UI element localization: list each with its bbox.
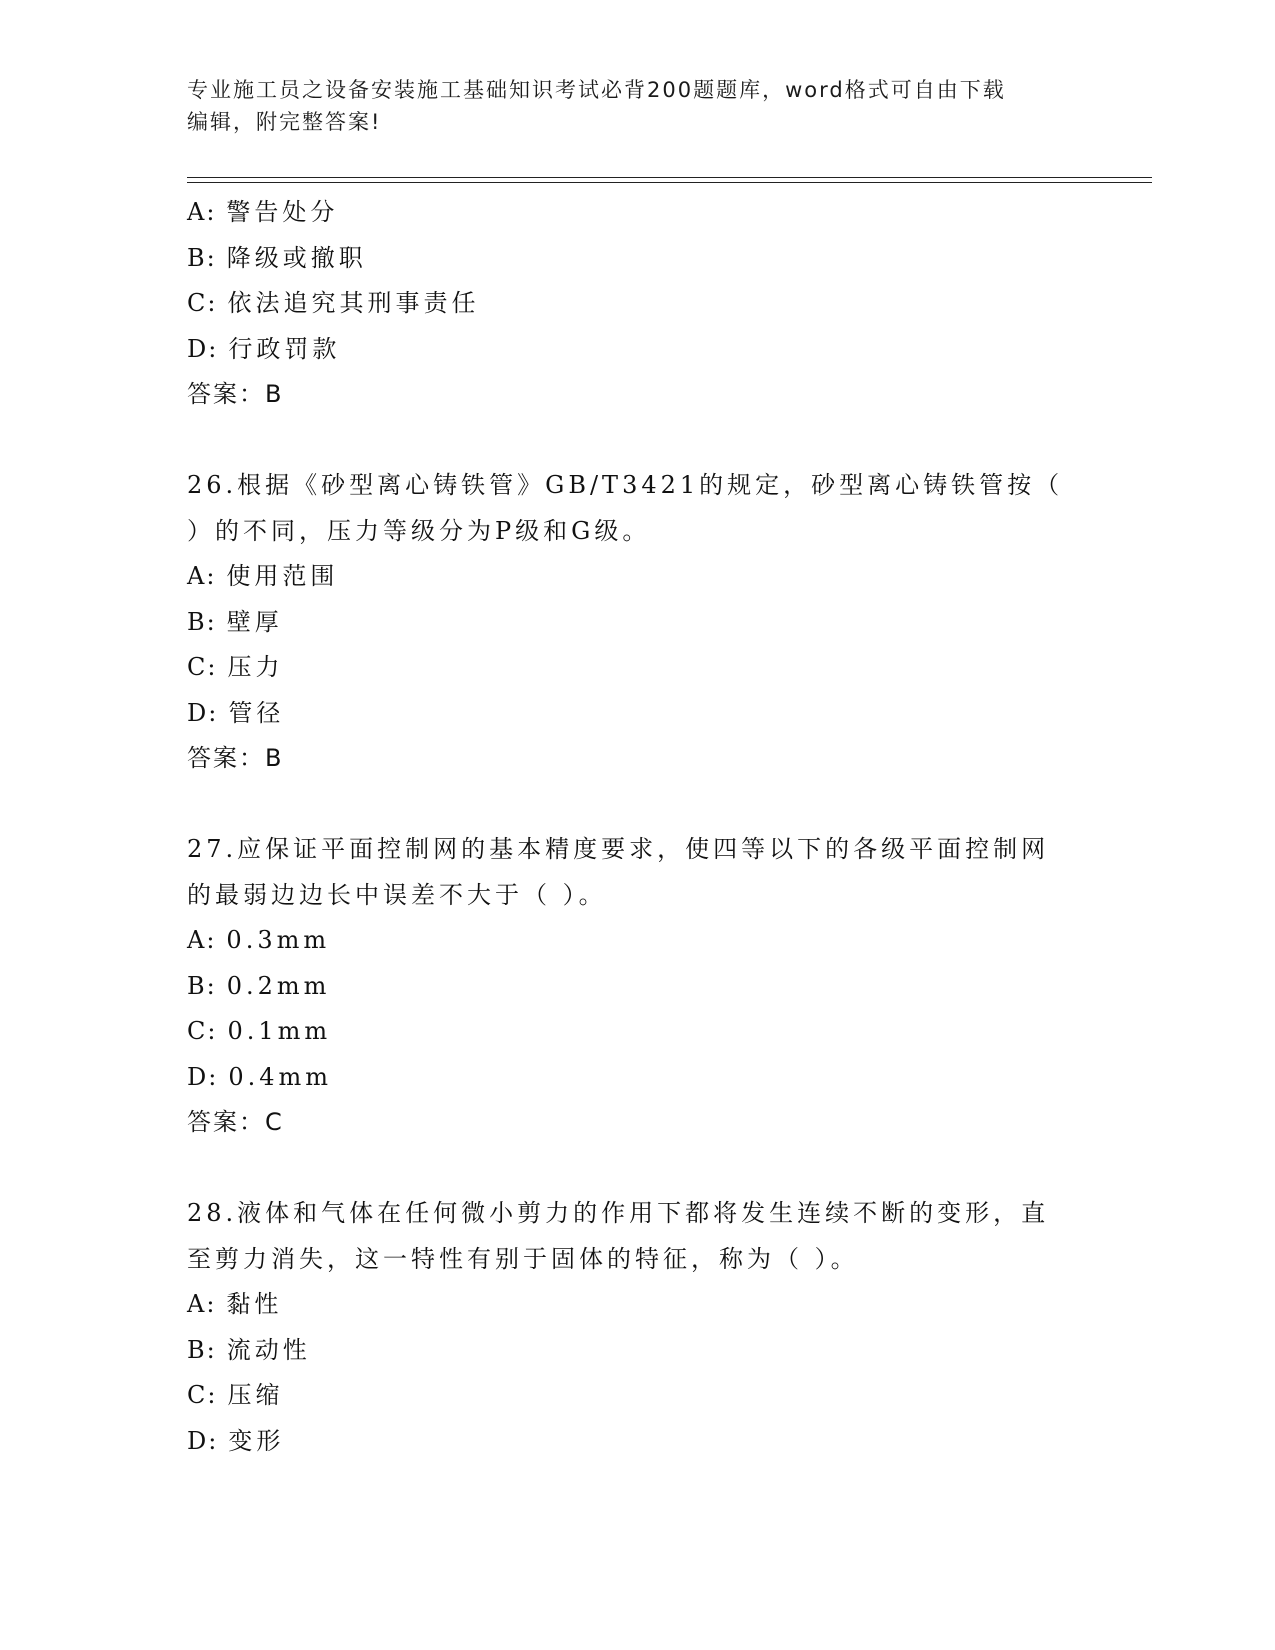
option-d: D: 变形 <box>187 1426 285 1455</box>
option-d: D: 管径 <box>187 698 285 727</box>
option-b: B: 0.2mm <box>187 971 331 1000</box>
spacer <box>187 1146 1087 1192</box>
header-rule-top <box>187 177 1152 178</box>
question-text-line-2: 至剪力消失，这一特性有别于固体的特征，称为（ ）。 <box>187 1244 859 1273</box>
option-d: D: 行政罚款 <box>187 334 341 363</box>
option-c: C: 0.1mm <box>187 1017 332 1045</box>
question-list <box>187 190 1087 1464</box>
question-text-line-1: 27.应保证平面控制网的基本精度要求，使四等以下的各级平面控制网 <box>187 835 1050 863</box>
option-b: B: 降级或撤职 <box>187 243 367 272</box>
option-a: A: 0.3mm <box>187 926 331 954</box>
answer: 答案：B <box>187 744 284 772</box>
option-d: D: 0.4mm <box>187 1062 333 1091</box>
answer: 答案：C <box>187 1108 284 1136</box>
question-27 <box>187 827 1087 1146</box>
spacer <box>187 782 1087 828</box>
question-text-line-2: ）的不同，压力等级分为P级和G级。 <box>187 516 651 545</box>
option-b: B: 壁厚 <box>187 607 283 636</box>
question-28 <box>187 1191 1087 1464</box>
option-a: A: 黏性 <box>187 1290 283 1318</box>
header-line-1: 专业施工员之设备安装施工基础知识考试必背200题题库，word格式可自由下载 <box>187 78 1006 102</box>
document-header <box>187 74 1087 138</box>
header-rule-bottom <box>187 182 1152 183</box>
question-text-line-1: 26.根据《砂型离心铸铁管》GB/T3421的规定，砂型离心铸铁管按（ <box>187 471 1064 499</box>
question-text-line-1: 28.液体和气体在任何微小剪力的作用下都将发生连续不断的变形，直 <box>187 1199 1050 1227</box>
option-a: A: 警告处分 <box>187 198 339 226</box>
option-c: C: 依法追究其刑事责任 <box>187 289 480 317</box>
option-b: B: 流动性 <box>187 1335 311 1364</box>
question-text-line-2: 的最弱边边长中误差不大于（ ）。 <box>187 880 607 909</box>
option-c: C: 压力 <box>187 653 284 681</box>
option-a: A: 使用范围 <box>187 562 339 590</box>
question-26 <box>187 463 1087 782</box>
option-c: C: 压缩 <box>187 1381 284 1409</box>
spacer <box>187 418 1087 464</box>
answer: 答案：B <box>187 380 284 408</box>
question-25 <box>187 190 1087 418</box>
header-line-2: 编辑，附完整答案! <box>187 110 382 134</box>
